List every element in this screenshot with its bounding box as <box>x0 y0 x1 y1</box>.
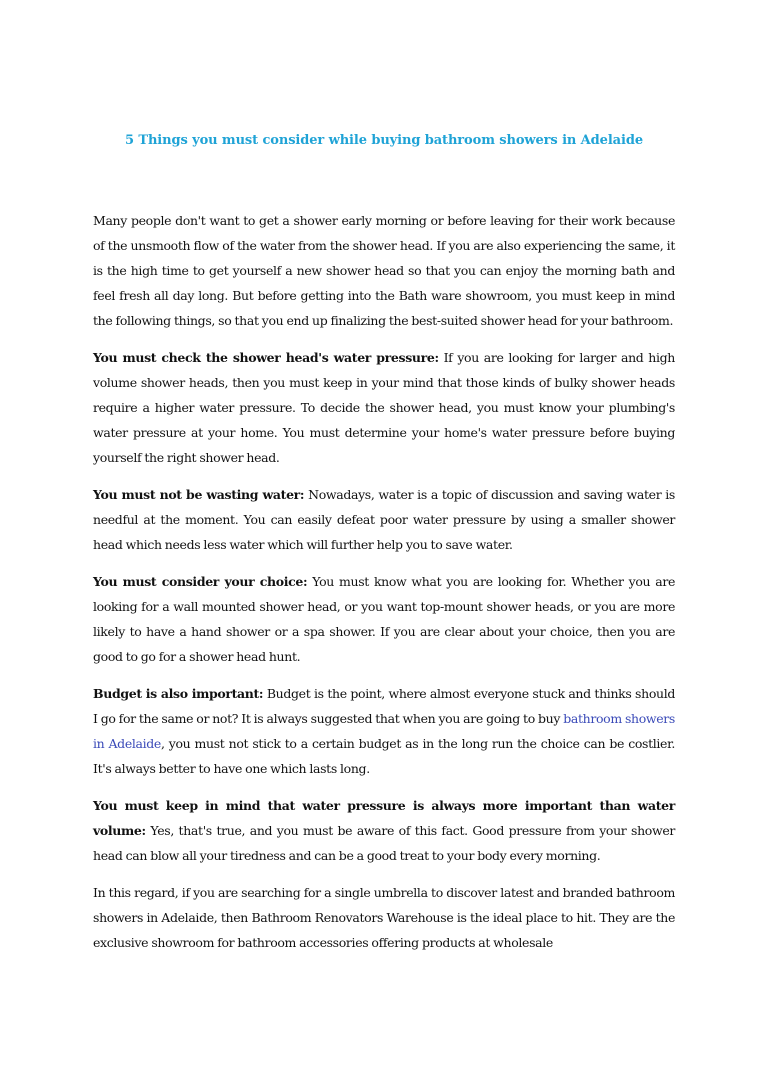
section-choice <box>93 569 675 669</box>
section-text: , you must not stick to a certain budget as in the long run the choice can be costlier. It's always better to have one which lasts long. <box>93 736 675 776</box>
section-heading: You must consider your choice: <box>93 574 308 589</box>
section-heading: You must check the shower head's water pressure: <box>93 350 439 365</box>
section-heading: You must not be wasting water: <box>93 487 305 502</box>
section-text: Budget is the point, where almost everyone stuck and thinks should I go for the same or not? It is always suggested that when you are going to buy <box>93 686 675 726</box>
section-wasting-water <box>93 482 675 557</box>
section-heading: Budget is also important: <box>93 686 264 701</box>
intro-paragraph: Many people don't want to get a shower early morning or before leaving for their work because of the unsmooth flow of the water from the shower head. If you are also experiencing the same, it is the high time to get yourself a new shower head so that you can enjoy the morning bath and feel fresh all day long. But before getting into the Bath ware showroom, you must keep in mind the following things, so that you end up finalizing the best-suited shower head for your bathroom. <box>93 213 675 328</box>
section-pressure-vs-volume <box>93 793 675 868</box>
section-heading: You must keep in mind that water pressure is always more important than water volume: <box>93 798 675 838</box>
bathroom-showers-link[interactable]: bathroom showers in Adelaide <box>93 711 675 751</box>
section-text: Yes, that's true, and you must be aware of this fact. Good pressure from your shower head can blow all your tiredness and can be a good treat to your body every morning. <box>93 823 675 863</box>
closing-paragraph: In this regard, if you are searching for a single umbrella to discover latest and branded bathroom showers in Adelaide, then Bathroom Renovators Warehouse is the ideal place to hit. They are the exclusive showroom for bathroom accessories offering products at wholesale <box>93 885 675 950</box>
document-body <box>93 208 675 967</box>
section-water-pressure <box>93 345 675 470</box>
section-text: If you are looking for larger and high volume shower heads, then you must keep in your mind that those kinds of bulky shower heads require a higher water pressure. To decide the shower head, you must know your plumbing's water pressure at your home. You must determine your home's water pressure before buying yourself the right shower head. <box>93 350 675 465</box>
section-text: You must know what you are looking for. Whether you are looking for a wall mounted shower head, or you want top-mount shower heads, or you are more likely to have a hand shower or a spa shower. If you are clear about your choice, then you are good to go for a shower head hunt. <box>93 574 675 664</box>
document-title: 5 Things you must consider while buying bathroom showers in Adelaide <box>125 133 643 148</box>
section-text: Nowadays, water is a topic of discussion and saving water is needful at the moment. You can easily defeat poor water pressure by using a smaller shower head which needs less water which will further help you to save water. <box>93 487 675 552</box>
section-budget <box>93 681 675 781</box>
